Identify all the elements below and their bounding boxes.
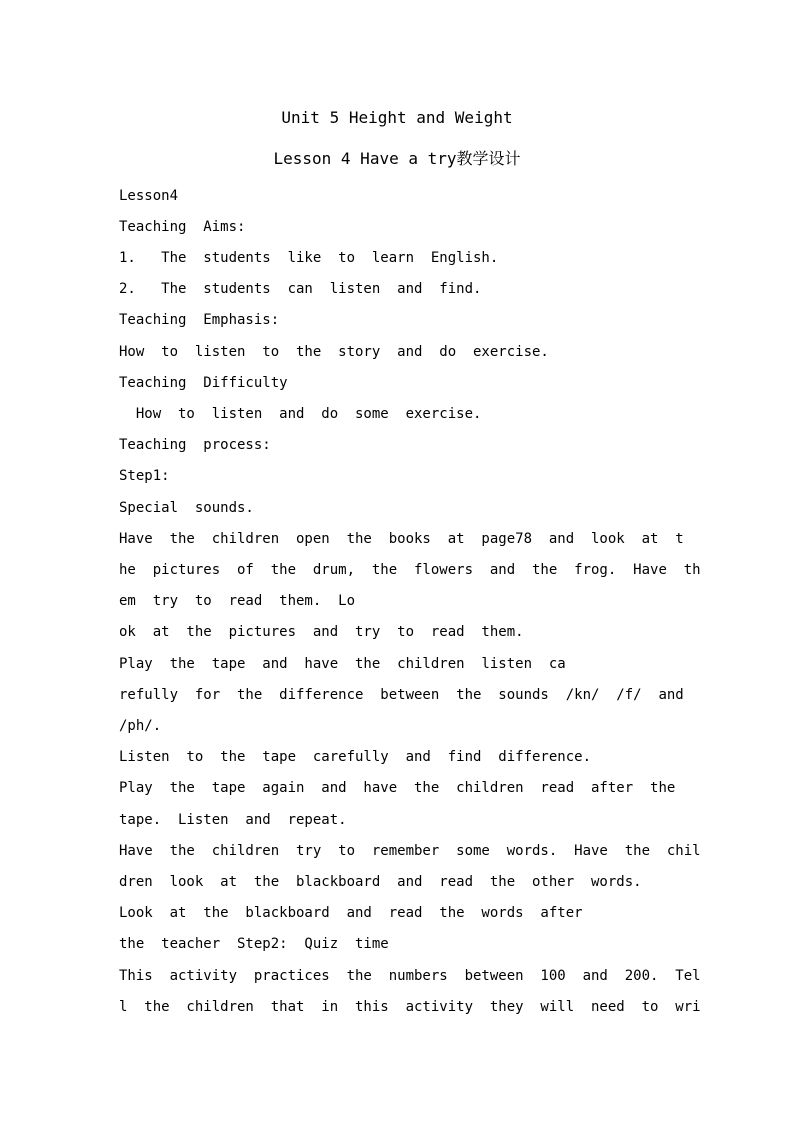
- text-line: Have the children open the books at page78 and look at t: [119, 531, 684, 547]
- text-line: Teaching Emphasis:: [119, 312, 280, 328]
- text-line: tape. Listen and repeat.: [119, 812, 347, 828]
- text-line: 1. The students like to learn English.: [119, 250, 499, 266]
- text-line: l the children that in this activity they will need to wri: [119, 999, 701, 1015]
- text-line: refully for the difference between the sounds /kn/ /f/ and: [119, 687, 684, 703]
- text-line: Teaching process:: [119, 437, 271, 453]
- text-line: em try to read them. Lo: [119, 593, 356, 609]
- text-line: Special sounds.: [119, 500, 254, 516]
- text-line: Listen to the tape carefully and find difference.: [119, 749, 592, 765]
- text-line: Play the tape again and have the children read after the: [119, 780, 676, 796]
- text-line: ok at the pictures and try to read them.: [119, 624, 524, 640]
- text-line: 2. The students can listen and find.: [119, 281, 482, 297]
- text-line: Have the children try to remember some words. Have the chil: [119, 843, 701, 859]
- text-line: Teaching Difficulty: [119, 375, 288, 391]
- text-line: Step1:: [119, 468, 170, 484]
- text-line: dren look at the blackboard and read the other words.: [119, 874, 642, 890]
- text-line: Teaching Aims:: [119, 219, 246, 235]
- text-line: How to listen and do some exercise.: [119, 406, 482, 422]
- text-line: How to listen to the story and do exercise.: [119, 344, 549, 360]
- document-title: Unit 5 Height and Weight: [281, 108, 513, 127]
- text-line: he pictures of the drum, the flowers and the frog. Have th: [119, 562, 701, 578]
- text-line: the teacher Step2: Quiz time: [119, 936, 389, 952]
- text-line: Lesson4: [119, 188, 179, 204]
- text-line: /ph/.: [119, 718, 162, 734]
- text-line: This activity practices the numbers between 100 and 200. Tel: [119, 968, 701, 984]
- text-line: Play the tape and have the children listen ca: [119, 656, 566, 672]
- document-subtitle: Lesson 4 Have a try教学设计: [273, 149, 521, 168]
- text-line: Look at the blackboard and read the words after: [119, 905, 583, 921]
